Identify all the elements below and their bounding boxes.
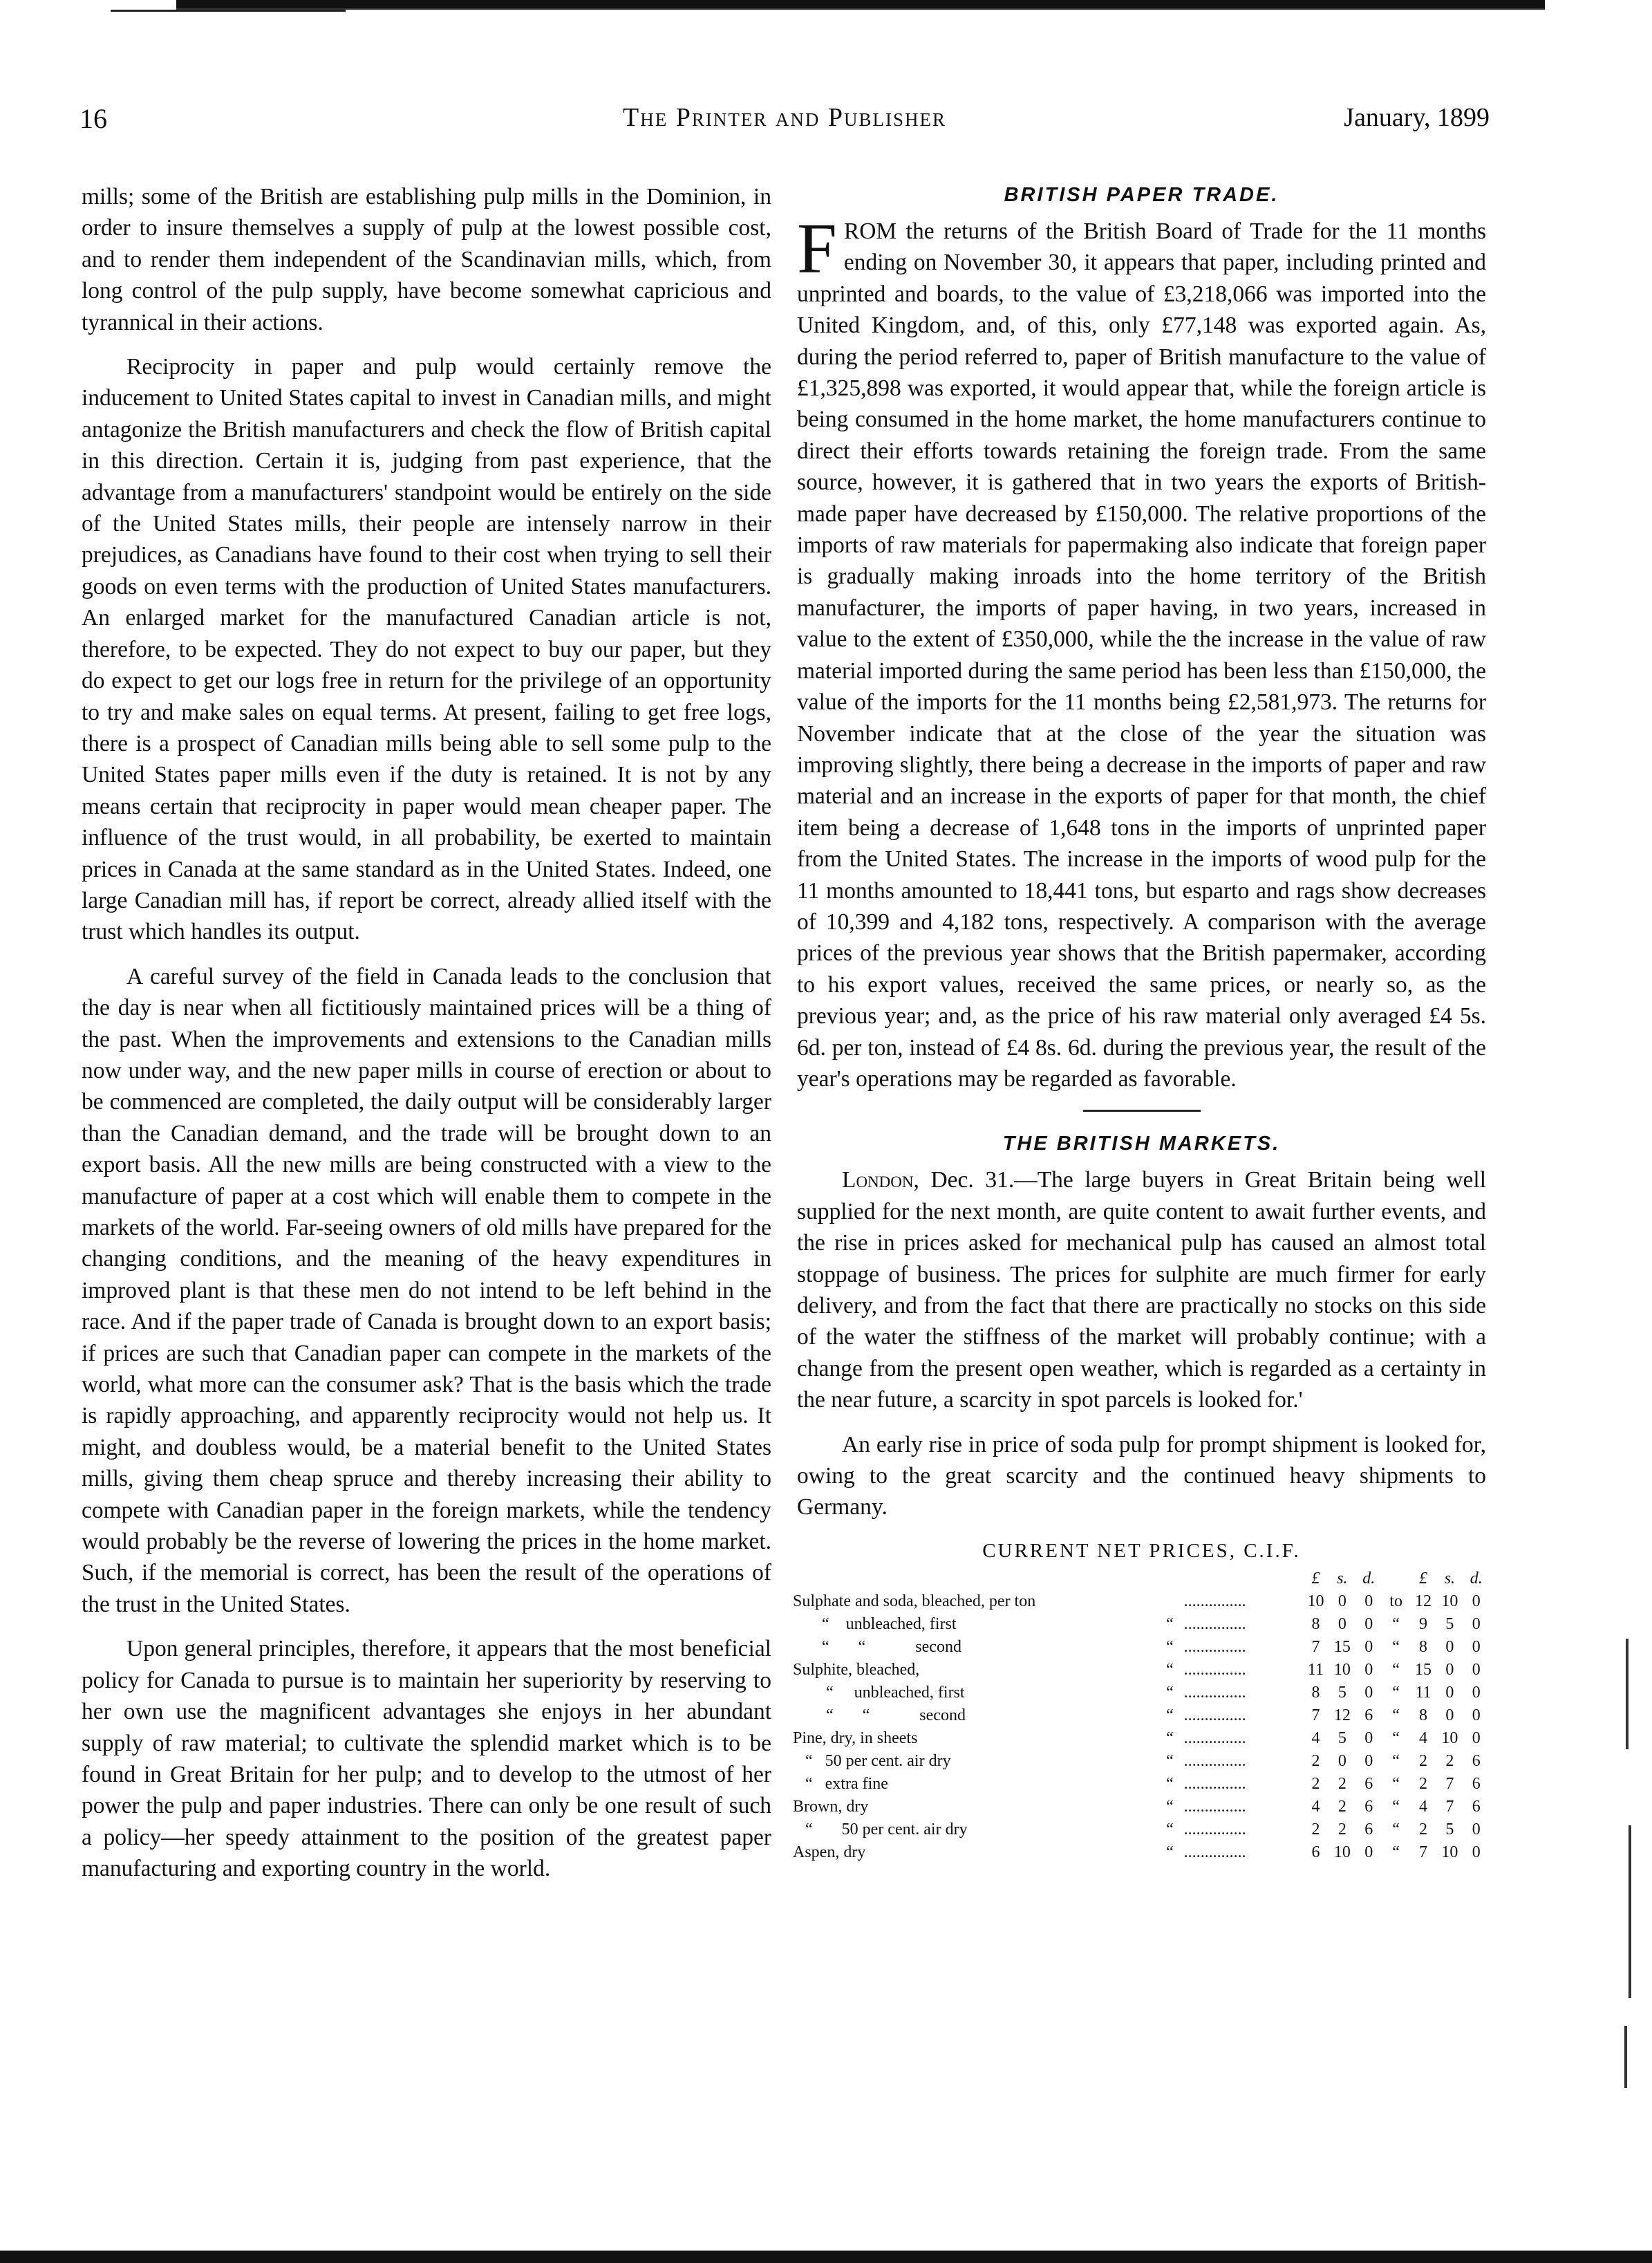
currency-header: s.: [1337, 1569, 1348, 1587]
price-low-pounds: 10: [1307, 1592, 1324, 1610]
price-label: Aspen, dry: [793, 1843, 866, 1861]
price-low-shillings: 2: [1337, 1820, 1346, 1838]
leader-dots: ...............: [1183, 1843, 1246, 1861]
price-high-pounds: 11: [1415, 1683, 1432, 1702]
price-low-shillings: 10: [1333, 1660, 1351, 1679]
price-low-shillings: 2: [1337, 1797, 1346, 1816]
currency-header: s.: [1444, 1569, 1456, 1587]
left-column: [82, 181, 771, 1898]
price-range-to: “: [1392, 1774, 1400, 1793]
price-high-pence: 0: [1472, 1592, 1481, 1610]
price-high-pence: 0: [1472, 1660, 1481, 1679]
price-label: “ unbleached, first: [793, 1614, 957, 1633]
price-range-to: “: [1392, 1797, 1400, 1816]
section-separator: [1083, 1110, 1201, 1112]
price-low-pounds: 7: [1311, 1637, 1320, 1656]
price-low-pence: 0: [1364, 1729, 1373, 1747]
price-low-pounds: 6: [1311, 1843, 1320, 1861]
dropcap-letter: F: [797, 209, 837, 288]
price-range-to: “: [1392, 1843, 1400, 1861]
price-row: [793, 1613, 1490, 1636]
price-label: “ “ second: [793, 1706, 966, 1724]
price-row: [793, 1704, 1490, 1727]
price-low-shillings: 5: [1337, 1729, 1346, 1747]
margin-mark: [1624, 2026, 1627, 2088]
price-high-shillings: 7: [1445, 1774, 1454, 1793]
british-paper-trade-text: ROM the returns of the British Board of Trade for the 11 months ending on November 30, it appears that paper, including printed and unprinted and boards, to the value of £3,218,066 was imported into the United Kingdom, and, of this, only £77,148 was exported again. As, during the period referred to, paper of British manufacture to the value of £1,325,898 was exported, it would appear that, while the foreign article is being consumed in the home market, the home manufacturers continue to direct their efforts towards retaining the foreign trade. From the same source, however, it is gathered that in two years the exports of British-made paper have decreased by £150,000. The relative proportions of the imports of raw materials for papermaking also indicate that foreign paper is gradually making inroads into the home territory of the British manufacturer, the imports of paper having, in two years, increased in value to the extent of £350,000, while the the increase in the value of raw material imported during the same period has been less than £150,000, the value of the imports for the 11 months being £2,581,973. The returns for November indicate that at the close of the year the situation was improving slightly, there being a decrease in the imports of paper and raw material and an increase in the exports of paper for that month, the chief item being a decrease of 1,648 tons in the imports of unprinted paper from the United States. The increase in the imports of wood pulp for the 11 months amounted to 18,441 tons, but esparto and rags show decreases of 10,399 and 4,182 tons, respectively. A comparison with the average prices of the previous year shows that the British papermaker, according to his export values, received the same prices, or nearly so, as the previous year; and, as the price of his raw material only averaged £4 5s. 6d. per ton, instead of £4 8s. 6d. during the previous year, the result of the year's operations may be regarded as favorable.: [797, 218, 1486, 1092]
ditto-mark: “: [1166, 1843, 1174, 1861]
price-high-shillings: 0: [1445, 1637, 1454, 1656]
price-low-pence: 6: [1364, 1820, 1373, 1838]
article-paragraph: A careful survey of the field in Canada leads to the conclusion that the day is near when all fictitiously maintained prices will be a thing of the past. When the improvements and extensions to the Canadian mills now under way, and the new paper mills in course of erection or about to be commenced are completed, the daily output will be considerably larger than the Canadian demand, and the trade will be brought down to an export basis. All the new mills are being constructed with a view to the manufacture of paper at a cost which will enable them to compete in the markets of the world. Far-seeing owners of old mills have prepared for the changing conditions, and the meaning of the heavy expenditures in improved plant is that these men do not intend to be left behind in the race. And if the paper trade of Canada is brought down to an export basis; if prices are such that Canadian paper can compete in the markets of the world, what more can the consumer ask? That is the basis which the trade is rapidly approaching, and apparently reciprocity would not help us. It might, and doubless would, be a material benefit to the United States mills, giving them cheap spruce and thereby increasing their ability to compete with Canadian paper in the foreign markets, while the tendency would probably be the reverse of lowering the prices in the home market. Such, if the memorial is correct, has been the result of the operations of the trust in the United States.: [82, 963, 771, 1617]
british-markets-paragraph: [797, 1164, 1486, 1415]
leader-dots: ...............: [1183, 1820, 1246, 1838]
price-low-pounds: 2: [1311, 1820, 1320, 1838]
price-row: [793, 1659, 1490, 1682]
price-high-shillings: 0: [1445, 1706, 1454, 1724]
top-rule-edge: [111, 10, 346, 12]
price-label: Sulphate and soda, bleached, per ton: [793, 1592, 1036, 1610]
price-low-pounds: 4: [1311, 1797, 1320, 1816]
leader-dots: ...............: [1183, 1660, 1246, 1679]
ditto-mark: “: [1166, 1683, 1174, 1702]
issue-date: January, 1899: [1344, 103, 1490, 132]
bottom-rule: [0, 2251, 1652, 2263]
price-high-shillings: 5: [1445, 1614, 1454, 1633]
price-low-pounds: 8: [1311, 1614, 1320, 1633]
price-range-to: “: [1392, 1637, 1400, 1656]
ditto-mark: “: [1166, 1614, 1174, 1633]
price-high-pounds: 8: [1419, 1706, 1427, 1724]
price-low-pounds: 2: [1311, 1751, 1320, 1770]
price-range-to: “: [1392, 1751, 1400, 1770]
price-low-shillings: 15: [1333, 1637, 1351, 1656]
price-range-to: “: [1392, 1614, 1400, 1633]
ditto-mark: “: [1166, 1751, 1174, 1770]
ditto-mark: “: [1166, 1637, 1174, 1656]
price-high-pounds: 4: [1419, 1797, 1427, 1816]
page-number: 16: [79, 103, 107, 134]
price-high-pence: 0: [1472, 1820, 1481, 1838]
price-low-pence: 0: [1364, 1637, 1373, 1656]
ditto-mark: “: [1166, 1797, 1174, 1816]
price-low-shillings: 2: [1337, 1774, 1346, 1793]
leader-dots: ...............: [1183, 1614, 1246, 1633]
price-range-to: “: [1392, 1683, 1400, 1702]
price-low-pence: 0: [1364, 1843, 1373, 1861]
price-high-pounds: 4: [1419, 1729, 1427, 1747]
price-row: [793, 1682, 1490, 1704]
price-low-pence: 6: [1364, 1706, 1373, 1724]
leader-dots: ...............: [1183, 1751, 1246, 1770]
price-range-to: “: [1392, 1820, 1400, 1838]
price-high-pounds: 9: [1419, 1614, 1427, 1633]
article-paragraph: mills; some of the British are establishing pulp mills in the Dominion, in order to insure themselves a supply of pulp at the lowest possible cost, and to render them independent of the Scandinavian mills, which, from long control of the pulp supply, have become somewhat capricious and tyrannical in their actions.: [82, 184, 771, 335]
british-markets-paragraph: An early rise in price of soda pulp for prompt shipment is looked for, owing to the great scarcity and the continued heavy shipments to Germany.: [797, 1431, 1486, 1520]
price-table: [793, 1567, 1490, 1864]
ditto-mark: “: [1166, 1660, 1174, 1679]
price-low-pence: 6: [1364, 1774, 1373, 1793]
price-high-pounds: 7: [1419, 1843, 1427, 1861]
price-high-shillings: 10: [1441, 1729, 1458, 1747]
price-row: [793, 1750, 1490, 1773]
leader-dots: ...............: [1183, 1797, 1246, 1816]
price-high-pounds: 2: [1419, 1751, 1427, 1770]
price-high-shillings: 0: [1445, 1683, 1454, 1702]
currency-header: d.: [1362, 1569, 1376, 1587]
price-low-pounds: 2: [1311, 1774, 1320, 1793]
price-row: [793, 1773, 1490, 1796]
article-paragraph: Reciprocity in paper and pulp would certainly remove the inducement to United States capital to invest in Canadian mills, and might antagonize the British manufacturers and check the flow of British capital in this direction. Certain it is, judging from past experience, that the advantage from a manufacturers' standpoint would be entirely on the side of the United States mills, their people are intensely narrow in their prejudices, as Canadians have found to their cost when trying to sell their goods on even terms with the production of United States manufacturers. An enlarged market for the manufactured Canadian article is not, therefore, to be expected. They do not expect to buy our paper, but they do expect to get our logs free in return for the privilege of an opportunity to try and make sales on equal terms. At present, failing to get free logs, there is a prospect of Canadian mills being able to sell some pulp to the United States paper mills even if the duty is retained. It is not by any means certain that reciprocity in paper would mean cheaper paper. The influence of the trust would, in all probability, be exerted to maintain prices in Canada at the same standard as in the United States. Indeed, one large Canadian mill has, if report be correct, already allied itself with the trust which handles its output.: [82, 354, 771, 945]
journal-title: The Printer and Publisher: [623, 103, 946, 132]
price-high-pounds: 2: [1419, 1820, 1427, 1838]
price-high-pounds: 15: [1415, 1660, 1432, 1679]
price-row: [793, 1841, 1490, 1864]
price-high-shillings: 7: [1445, 1797, 1454, 1816]
price-range-to: to: [1389, 1592, 1402, 1610]
price-label: Brown, dry: [793, 1797, 869, 1816]
price-label: “ 50 per cent. air dry: [793, 1751, 951, 1770]
price-high-pence: 0: [1472, 1706, 1481, 1724]
price-label: Pine, dry, in sheets: [793, 1729, 918, 1747]
top-rule: [176, 0, 1545, 10]
price-low-pence: 0: [1364, 1614, 1373, 1633]
price-low-pence: 0: [1364, 1683, 1373, 1702]
currency-header: £: [1311, 1569, 1320, 1587]
ditto-mark: “: [1166, 1729, 1174, 1747]
price-row: [793, 1818, 1490, 1841]
dateline: London: [842, 1167, 914, 1193]
price-label: “ 50 per cent. air dry: [793, 1820, 968, 1838]
price-low-pounds: 8: [1311, 1683, 1320, 1702]
leader-dots: ...............: [1183, 1683, 1246, 1702]
price-low-pounds: 11: [1307, 1660, 1324, 1679]
ditto-mark: “: [1166, 1820, 1174, 1838]
price-high-pence: 0: [1472, 1683, 1481, 1702]
price-row: [793, 1796, 1490, 1818]
price-low-pounds: 7: [1311, 1706, 1320, 1724]
price-low-shillings: 5: [1337, 1683, 1346, 1702]
ditto-mark: [1156, 1590, 1183, 1613]
price-high-pence: 0: [1472, 1637, 1481, 1656]
price-label: “ unbleached, first: [793, 1683, 965, 1702]
price-high-shillings: 10: [1441, 1843, 1458, 1861]
price-table-title: CURRENT NET PRICES, C.I.F.: [982, 1539, 1301, 1562]
ditto-mark: “: [1166, 1774, 1174, 1793]
price-low-pence: 0: [1364, 1592, 1373, 1610]
price-low-shillings: 0: [1337, 1592, 1346, 1610]
price-range-to: “: [1392, 1729, 1400, 1747]
price-high-pence: 6: [1472, 1797, 1481, 1816]
price-label: “ extra fine: [793, 1774, 888, 1793]
page-header: [79, 102, 1490, 144]
leader-dots: ...............: [1183, 1637, 1246, 1656]
article-paragraph: Upon general principles, therefore, it appears that the most beneficial policy for Canada to pursue is to maintain her superiority by reserving to her own use the magnificent advantages she enjoys in her abundant supply of raw material; to cultivate the splendid market which is to be found in Great Britain for her pulp; and to develop to the utmost of her power the pulp and paper industries. There can only be one result of such a policy—her speedy attainment to the position of the greatest paper manufacturing and exporting country in the world.: [82, 1636, 771, 1882]
ditto-mark: “: [1166, 1706, 1174, 1724]
price-low-shillings: 10: [1333, 1843, 1351, 1861]
price-high-shillings: 0: [1445, 1660, 1454, 1679]
leader-dots: ...............: [1183, 1706, 1246, 1724]
price-high-shillings: 10: [1441, 1592, 1458, 1610]
price-high-shillings: 5: [1445, 1820, 1454, 1838]
price-high-pounds: 12: [1415, 1592, 1432, 1610]
british-paper-trade-body: [797, 209, 1486, 1095]
leader-dots: ...............: [1183, 1729, 1246, 1747]
price-range-to: “: [1392, 1706, 1400, 1724]
currency-header: d.: [1470, 1569, 1483, 1587]
price-label: “ “ second: [793, 1637, 961, 1656]
price-low-pounds: 4: [1311, 1729, 1320, 1747]
price-low-pence: 6: [1364, 1797, 1373, 1816]
currency-header: £: [1419, 1569, 1427, 1587]
price-low-shillings: 0: [1337, 1614, 1346, 1633]
price-row: [793, 1590, 1490, 1613]
price-row: [793, 1727, 1490, 1750]
british-markets-heading: THE BRITISH MARKETS.: [1002, 1133, 1281, 1155]
price-label: Sulphite, bleached,: [793, 1660, 920, 1679]
price-table-header-row: [793, 1567, 1490, 1590]
price-high-pence: 6: [1472, 1774, 1481, 1793]
price-low-shillings: 12: [1333, 1706, 1351, 1724]
british-markets-text: , Dec. 31.—The large buyers in Great Britain being well supplied for the next month, are quite content to await further events, and the rise in prices asked for mechanical pulp has caused an almost total stoppage of business. The prices for sulphite are much firmer for early delivery, and from the fact that there are practically no stocks on this side of the water the stiffness of the market will probably continue; with a change from the present open weather, which is regarded as a certainty in the near future, a scarcity in spot parcels is looked for.': [797, 1167, 1486, 1413]
price-high-pence: 0: [1472, 1614, 1481, 1633]
price-row: [793, 1636, 1490, 1659]
price-high-pounds: 2: [1419, 1774, 1427, 1793]
price-range-to: “: [1392, 1660, 1400, 1679]
leader-dots: ...............: [1183, 1774, 1246, 1793]
margin-mark: [1628, 1825, 1631, 1998]
price-low-pence: 0: [1364, 1660, 1373, 1679]
price-high-pence: 0: [1472, 1729, 1481, 1747]
british-paper-trade-heading: BRITISH PAPER TRADE.: [1004, 184, 1279, 206]
price-low-shillings: 0: [1337, 1751, 1346, 1770]
leader-dots: ...............: [1183, 1592, 1246, 1610]
price-high-pence: 0: [1472, 1843, 1481, 1861]
right-column: [793, 181, 1486, 1864]
margin-mark: [1626, 1639, 1628, 1749]
price-low-pence: 0: [1364, 1751, 1373, 1770]
price-high-shillings: 2: [1445, 1751, 1454, 1770]
price-high-pounds: 8: [1419, 1637, 1427, 1656]
price-high-pence: 6: [1472, 1751, 1481, 1770]
